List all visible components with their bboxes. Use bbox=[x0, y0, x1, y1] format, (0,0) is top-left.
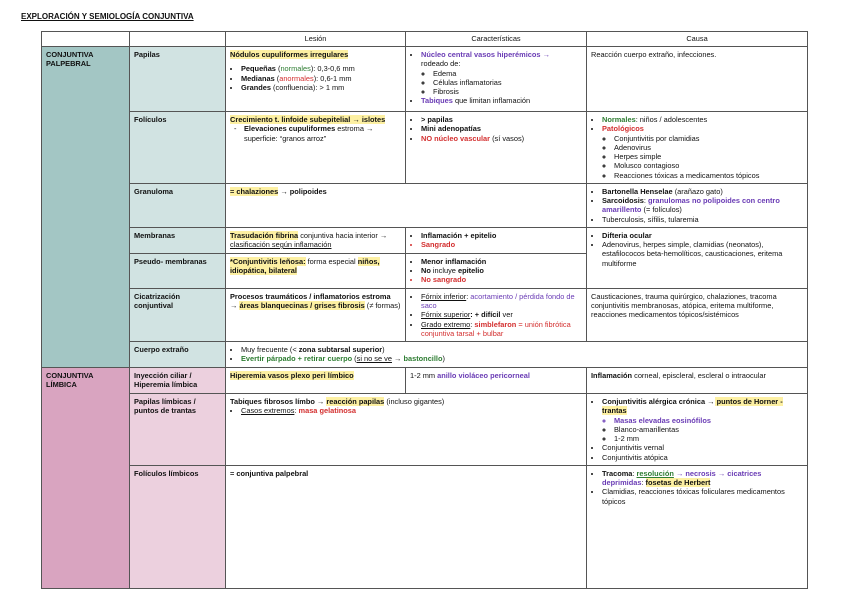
row-papilas-limbicas bbox=[42, 394, 808, 466]
car-inyeccion: 1-2 mm anillo violáceo pericorneal bbox=[406, 368, 587, 394]
lesion-cicatrizacion: Procesos traumáticos / inflamatorios estroma → áreas blanquecinas / grises fibrosis (≠ formas) bbox=[226, 288, 406, 341]
causa-foliculos-limbicos: • Tracoma: resolución → necrosis → cicatrices deprimidas: fosetas de Herbert • Clamidias, reacciones tóxicas foliculares medicamentos tópicos bbox=[587, 465, 808, 588]
page-title: EXPLORACIÓN Y SEMIOLOGÍA CONJUNTIVA bbox=[21, 12, 194, 21]
header-lesion: Lesión bbox=[226, 32, 406, 47]
causa-granuloma: • Bartonella Henselae (arañazo gato) • Sarcoidosis: granulomas no polipoides con centro amarillento (= folículos) • Tuberculosis, sífilis, tularemia bbox=[587, 183, 808, 227]
row-label-papilas-limbicas: Papilas límbicas / puntos de trantas bbox=[130, 394, 226, 466]
lesion-inyeccion: Hiperemia vasos plexo peri límbico bbox=[226, 368, 406, 394]
car-membranas: • Inflamación + epitelio • Sangrado bbox=[406, 227, 587, 253]
row-label-granuloma: Granuloma bbox=[130, 183, 226, 227]
header-empty bbox=[42, 32, 130, 47]
causa-membranas: • Difteria ocular • Adenovirus, herpes simple, clamidias (neonatos), estafilococos beta-hemolíticos, causticaciones, eritema multiforme bbox=[587, 227, 808, 288]
lesion-foliculos: Crecimiento t. linfoide subepitelial → islotes - Elevaciones cupuliformes estroma → superficie: “granos arroz” bbox=[226, 112, 406, 184]
row-label-pseudo: Pseudo- membranas bbox=[130, 253, 226, 288]
car-foliculos: • > papilas • Mini adenopatías • NO núcleo vascular (sí vasos) bbox=[406, 112, 587, 184]
causa-papilas: Reacción cuerpo extraño, infecciones. bbox=[587, 47, 808, 112]
row-membranas bbox=[42, 227, 808, 253]
row-granuloma bbox=[42, 183, 808, 227]
lesion-foliculos-limbicos: = conjuntiva palpebral bbox=[226, 465, 587, 588]
row-foliculos-limbicos bbox=[42, 465, 808, 588]
lesion-membranas: Trasudación fibrina conjuntiva hacia interior → clasificación según inflamación bbox=[226, 227, 406, 253]
car-pseudo: • Menor inflamación • No incluye epitelio • No sangrado bbox=[406, 253, 587, 288]
car-papilas: • Núcleo central vasos hiperémicos → rodeado de: ◦ Edema ◦ Células inflamatorias ◦ Fibrosis • Tabiques que limitan inflamación bbox=[406, 47, 587, 112]
papilas-size-list: • Pequeñas (normales): 0,3-0,6 mm • Medianas (anormales): 0,6-1 mm • Grandes (confluencia): > 1 mm bbox=[230, 64, 401, 92]
row-label-foliculos: Folículos bbox=[130, 112, 226, 184]
header-caracteristicas: Características bbox=[406, 32, 587, 47]
lesion-granuloma: = chalaziones → polipoides bbox=[226, 183, 587, 227]
header-causa: Causa bbox=[587, 32, 808, 47]
lesion-cuerpo: • Muy frecuente (< zona subtarsal superior) • Evertir párpado + retirar cuerpo (si no se ve → bastoncillo) bbox=[226, 342, 808, 368]
header-row bbox=[42, 32, 808, 47]
row-label-cuerpo: Cuerpo extraño bbox=[130, 342, 226, 368]
row-label-papilas: Papilas bbox=[130, 47, 226, 112]
lesion-papilas: Nódulos cupuliformes irregulares • Pequeñas (normales): 0,3-0,6 mm • Medianas (anormales): 0,6-1 mm • Grandes (confluencia): > 1 mm bbox=[226, 47, 406, 112]
header-empty-2 bbox=[130, 32, 226, 47]
row-label-cicatrizacion: Cicatrización conjuntival bbox=[130, 288, 226, 341]
causa-papilas-limbicas: • Conjuntivitis alérgica crónica → puntos de Horner - trantas ◦ Masas elevadas eosinófilos ◦ Blanco-amarillentas ◦ 1-2 mm • Conjuntivitis vernal • Conjuntivitis atópica bbox=[587, 394, 808, 466]
semiology-table bbox=[41, 31, 808, 589]
lesion-pseudo: *Conjuntivitis leñosa: forma especial niños, idiopática, bilateral bbox=[226, 253, 406, 288]
causa-foliculos: • Normales: niños / adolescentes • Patológicos ◦ Conjuntivitis por clamidias ◦ Adenovirus ◦ Herpes simple ◦ Molusco contagioso ◦ Reacciones tóxicas a medicamentos tópicos bbox=[587, 112, 808, 184]
row-label-membranas: Membranas bbox=[130, 227, 226, 253]
row-label-inyeccion: Inyección ciliar / Hiperemia límbica bbox=[130, 368, 226, 394]
row-foliculos bbox=[42, 112, 808, 184]
row-inyeccion bbox=[42, 368, 808, 394]
section-limbica: CONJUNTIVA LÍMBICA bbox=[42, 368, 130, 589]
section-palpebral: CONJUNTIVA PALPEBRAL bbox=[42, 47, 130, 368]
row-papilas bbox=[42, 47, 808, 112]
row-cicatrizacion bbox=[42, 288, 808, 341]
causa-cicatrizacion: Causticaciones, trauma quirúrgico, chalaziones, tracoma conjuntivitis membranosas, atópica, eritema multiforme, reacciones medicamentos tópicos/sistémicos bbox=[587, 288, 808, 341]
lesion-papilas-limbicas: Tabiques fibrosos límbo → reacción papilas (incluso gigantes) • Casos extremos: masa gelatinosa bbox=[226, 394, 587, 466]
causa-inyeccion: Inflamación corneal, episcleral, escleral o intraocular bbox=[587, 368, 808, 394]
row-label-foliculos-limbicos: Folículos límbicos bbox=[130, 465, 226, 588]
row-cuerpo bbox=[42, 342, 808, 368]
car-cicatrizacion: • Fórnix inferior: acortamiento / pérdida fondo de saco • Fórnix superior: + difícil ver • Grado extremo: simblefaron = unión fibrótica conjuntiva tarsal + bulbar bbox=[406, 288, 587, 341]
